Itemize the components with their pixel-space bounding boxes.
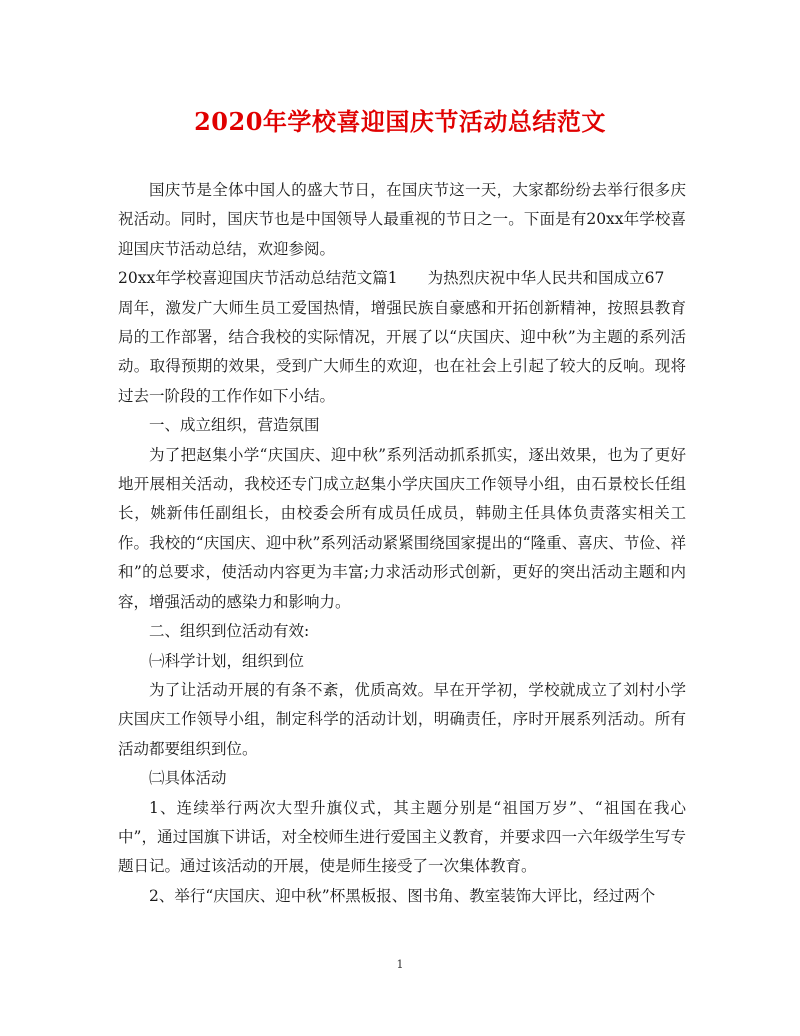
- activity-item-2: 2、举行“庆国庆、迎中秋”杯黑板报、图书角、教室装饰大评比，经过两个: [149, 886, 656, 905]
- subheading-specific-activities: ㈡具体活动: [149, 769, 227, 788]
- section-label: 20xx年学校喜迎国庆节活动总结范文篇1: [118, 269, 398, 288]
- section-body: 周年，激发广大师生员工爱国热情，增强民族自豪感和开拓创新精神，按照县教育局的工作部署，结合我校的实际情况，开展了以“庆国庆、迎中秋”为主题的系列活动。取得预期的效果，受到广大师生的欢迎，也在社会上引起了较大的反响。现将过去一阶段的工作作如下小结。: [118, 298, 686, 405]
- planning-paragraph: 为了让活动开展的有条不紊，优质高效。早在开学初，学校就成立了刘村小学庆国庆工作领导小组，制定科学的活动计划，明确责任，序时开展系列活动。所有活动都要组织到位。: [118, 680, 686, 758]
- subheading-planning: ㈠科学计划，组织到位: [149, 651, 305, 670]
- intro-paragraph: 国庆节是全体中国人的盛大节日，在国庆节这一天，大家都纷纷去举行很多庆祝活动。同时，国庆节也是中国领导人最重视的节日之一。下面是有20xx年学校喜迎国庆节活动总结，欢迎参阅。: [118, 181, 686, 258]
- document-body: [118, 176, 686, 911]
- activity-item-1: 1、连续举行两次大型升旗仪式，其主题分别是“祖国万岁”、“祖国在我心中”，通过国旗下讲话，对全校师生进行爱国主义教育，并要求四一六年级学生写专题日记。通过该活动的开展，使是师生接受了一次集体教育。: [118, 798, 686, 876]
- page-number: 1: [396, 958, 404, 971]
- organization-paragraph: 为了把赵集小学“庆国庆、迎中秋”系列活动抓系抓实，逐出效果，也为了更好地开展相关活动，我校还专门成立赵集小学庆国庆工作领导小组，由石景校长任组长，姚新伟任副组长，由校委会所有成员任成员，韩勋主任具体负责落实相关工作。我校的“庆国庆、迎中秋”系列活动紧紧围绕国家提出的“隆重、喜庆、节俭、祥和”的总要求，使活动内容更为丰富;力求活动形式创新，更好的突出活动主题和内容，增强活动的感染力和影响力。: [118, 445, 686, 611]
- section-lead: 为热烈庆祝中华人民共和国成立67: [427, 269, 665, 288]
- document-title: 2020年学校喜迎国庆节活动总结范文: [194, 107, 606, 136]
- section-heading-row: [118, 264, 686, 293]
- heading-organization: 一、成立组织，营造氛围: [149, 416, 320, 435]
- heading-activities: 二、组织到位活动有效:: [149, 622, 310, 641]
